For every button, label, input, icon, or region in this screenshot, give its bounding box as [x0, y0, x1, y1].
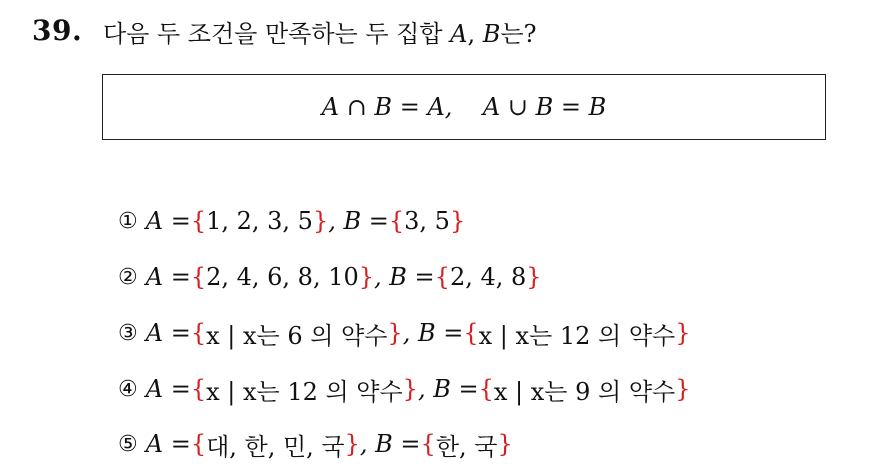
brace-close: } [675, 319, 691, 347]
brace-close: } [526, 263, 542, 291]
choice-a-elements: x | x는 12 의 약수 [206, 377, 403, 406]
brace-open: { [190, 430, 207, 458]
question-separator: , [467, 20, 483, 48]
brace-close: } [497, 430, 513, 458]
choice-b-elements: x | x는 9 의 약수 [493, 377, 676, 406]
condition-box [102, 74, 826, 140]
brace-close: } [402, 375, 418, 403]
set-b-symbol: B [482, 20, 501, 48]
brace-open: { [388, 207, 405, 235]
choice-3[interactable] [118, 313, 690, 353]
brace-close: } [344, 430, 360, 458]
choice-a-elements: 1, 2, 3, 5 [206, 207, 313, 235]
brace-close: } [387, 319, 403, 347]
brace-open: { [463, 319, 479, 347]
choice-b-prefix: , B = [417, 375, 479, 403]
choice-b-prefix: , B = [374, 263, 435, 291]
choice-b-prefix: , B = [359, 430, 421, 458]
choice-a-prefix: A = [145, 319, 191, 347]
choice-b-elements: 한, 국 [435, 432, 498, 461]
brace-close: } [675, 375, 691, 403]
brace-close: } [358, 263, 375, 291]
choice-b-elements: x | x는 12 의 약수 [478, 321, 676, 350]
choice-a-prefix: A = [145, 207, 191, 235]
brace-open: { [434, 263, 450, 291]
choice-marker: ⑤ [118, 431, 138, 457]
brace-open: { [420, 430, 436, 458]
choice-a-elements: 2, 4, 6, 8, 10 [206, 263, 359, 291]
question-text [103, 14, 536, 49]
brace-open: { [190, 207, 207, 235]
choice-marker: ① [118, 208, 138, 234]
choice-2[interactable] [118, 257, 542, 297]
choice-b-elements: 2, 4, 8 [449, 263, 527, 291]
choice-4[interactable] [118, 369, 690, 409]
choice-a-prefix: A = [145, 375, 191, 403]
choice-1[interactable] [118, 201, 465, 241]
choice-a-prefix: A = [145, 263, 191, 291]
brace-close: } [312, 207, 329, 235]
brace-close: } [449, 207, 466, 235]
choice-marker: ③ [118, 320, 138, 346]
choice-a-prefix: A = [145, 430, 191, 458]
choice-marker: ④ [118, 376, 138, 402]
condition-formula: A ∩ B = A, A ∪ B = B [321, 93, 607, 121]
question-tail: 는? [500, 20, 537, 48]
question-stem: 다음 두 조건을 만족하는 두 집합 [103, 20, 451, 48]
choice-b-prefix: , B = [402, 319, 464, 347]
brace-open: { [190, 375, 207, 403]
brace-open: { [190, 319, 207, 347]
choice-a-elements: x | x는 6 의 약수 [206, 321, 388, 350]
choice-a-elements: 대, 한, 민, 국 [206, 432, 345, 461]
question-number: 39. [32, 14, 83, 47]
set-a-symbol: A [450, 20, 468, 48]
brace-open: { [478, 375, 494, 403]
brace-open: { [190, 263, 207, 291]
choice-marker: ② [118, 264, 138, 290]
choice-b-prefix: , B = [328, 207, 389, 235]
choice-b-elements: 3, 5 [404, 207, 450, 235]
choice-5[interactable] [118, 424, 513, 464]
